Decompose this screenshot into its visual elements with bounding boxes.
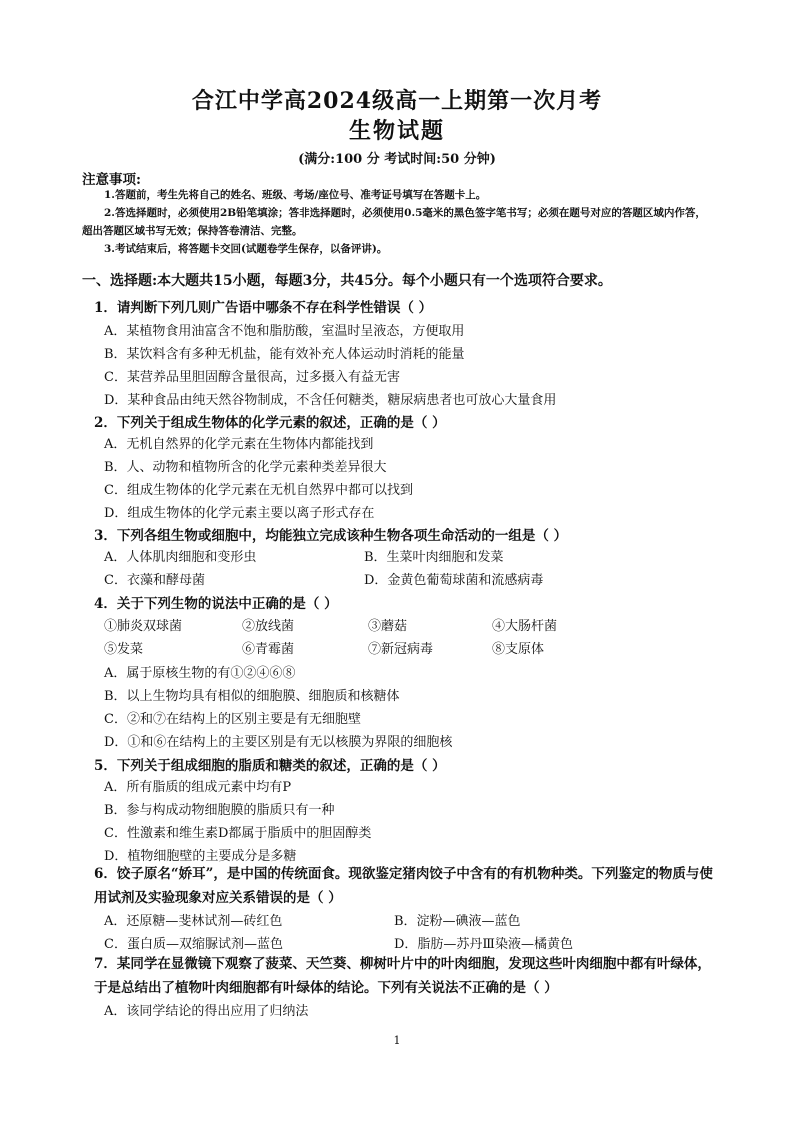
question-stem: 6．饺子原名“娇耳”，是中国的传统面食。现欲鉴定猪肉饺子中含有的有机物种类。下列鉴定的物质与使用试剂及实验现象对应关系错误的是（ ） — [94, 866, 713, 906]
question-stem: 3．下列各组生物或细胞中，均能独立完成该种生物各项生命活动的一组是（ ） — [94, 528, 568, 544]
notice-item-1: 1.答题前，考生先将自己的姓名、班级、考场/座位号、准考证号填写在答题卡上。 — [104, 189, 487, 201]
organism-item: ④大肠杆菌 — [492, 619, 558, 634]
organism-item: ⑦新冠病毒 — [368, 642, 434, 657]
option-c: C．性激素和维生素D都属于脂质中的胆固醇类 — [104, 826, 372, 841]
question-stem: 1．请判断下列几则广告语中哪条不存在科学性错误（ ） — [94, 300, 433, 316]
option-d: D．某种食品由纯天然谷物制成，不含任何糖类，糖尿病患者也可放心大量食用 — [104, 393, 557, 408]
option-a: A．该同学结论的得出应用了归纳法 — [104, 1004, 309, 1019]
option-a: A．属于原核生物的有①②④⑥⑧ — [104, 666, 296, 681]
option-c: C．蛋白质—双缩脲试剂—蓝色 — [104, 937, 283, 952]
option-b: B．淀粉—碘液—蓝色 — [394, 914, 521, 929]
notice-item-2: 2.答选择题时，必须使用2B铅笔填涂；答非选择题时，必须使用0.5毫米的黑色签字笔书写；必须在题号对应的答题区域内作答，超出答题区域书写无效；保持答卷清洁、完整。 — [82, 207, 706, 237]
option-a: A．所有脂质的组成元素中均有P — [104, 780, 292, 795]
page-number: 1 — [393, 1034, 401, 1047]
question-stem: 2．下列关于组成生物体的化学元素的叙述，正确的是（ ） — [94, 415, 446, 431]
option-c: C．衣藻和酵母菌 — [104, 573, 205, 588]
option-d: D．①和⑥在结构上的主要区别是有无以核膜为界限的细胞核 — [104, 735, 453, 750]
option-d: D．植物细胞壁的主要成分是多糖 — [104, 849, 297, 864]
exam-meta: (满分:100 分 考试时间:50 分钟) — [298, 152, 496, 167]
organism-item: ①肺炎双球菌 — [104, 619, 183, 634]
option-c: C．②和⑦在结构上的区别主要是有无细胞壁 — [104, 712, 361, 727]
organism-item: ②放线菌 — [242, 619, 295, 634]
option-c: C．组成生物体的化学元素在无机自然界中都可以找到 — [104, 483, 413, 498]
option-b: B．参与构成动物细胞膜的脂质只有一种 — [104, 803, 335, 818]
organism-item: ⑥青霉菌 — [242, 642, 295, 657]
notice-heading: 注意事项: — [82, 172, 141, 188]
organism-item: ⑤发菜 — [104, 642, 144, 657]
option-b: B．某饮料含有多种无机盐，能有效补充人体运动时消耗的能量 — [104, 347, 465, 362]
exam-title: 合江中学高2024级高一上期第一次月考 — [191, 88, 603, 114]
option-b: B．生菜叶肉细胞和发菜 — [364, 550, 504, 565]
question-stem: 4．关于下列生物的说法中正确的是（ ） — [94, 596, 338, 612]
option-a: A．某植物食用油富含不饱和脂肪酸，室温时呈液态，方便取用 — [104, 324, 465, 339]
option-c: C．某营养品里胆固醇含量很高，过多摄入有益无害 — [104, 370, 400, 385]
option-a: A．无机自然界的化学元素在生物体内都能找到 — [104, 437, 374, 452]
question-stem: 7．某同学在显微镜下观察了菠菜、天竺葵、柳树叶片中的叶肉细胞，发现这些叶肉细胞中都有叶绿体，于是总结出了植物叶肉细胞都有叶绿体的结论。下列有关说法不正确的是（ ） — [94, 956, 711, 996]
option-d: D．组成生物体的化学元素主要以离子形式存在 — [104, 506, 375, 521]
organism-item: ③蘑菇 — [368, 619, 408, 634]
exam-subject: 生物试题 — [348, 118, 445, 144]
option-d: D．金黄色葡萄球菌和流感病毒 — [364, 573, 544, 588]
option-b: B．人、动物和植物所含的化学元素种类差异很大 — [104, 460, 387, 475]
option-a: A．人体肌肉细胞和变形虫 — [104, 550, 257, 565]
option-d: D．脂肪—苏丹Ⅲ染液—橘黄色 — [394, 937, 573, 952]
option-a: A．还原糖—斐林试剂—砖红色 — [104, 914, 283, 929]
section-heading: 一、选择题:本大题共15小题，每题3分，共45分。每个小题只有一个选项符合要求。 — [82, 273, 612, 289]
notice-item-3: 3.考试结束后，将答题卡交回(试题卷学生保存，以备评讲)。 — [104, 243, 388, 255]
question-stem: 5．下列关于组成细胞的脂质和糖类的叙述，正确的是（ ） — [94, 758, 446, 774]
organism-item: ⑧支原体 — [492, 642, 545, 657]
option-b: B．以上生物均具有相似的细胞膜、细胞质和核糖体 — [104, 689, 400, 704]
